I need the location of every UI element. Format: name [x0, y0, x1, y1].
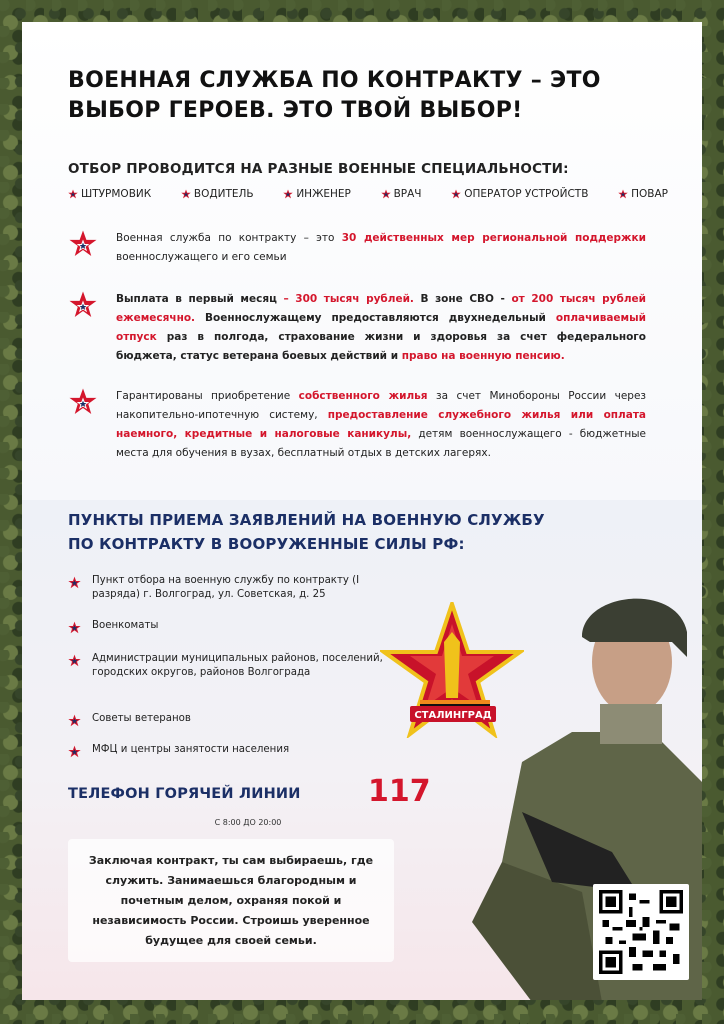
mini-star-icon [68, 654, 81, 667]
headline [68, 66, 668, 126]
mini-star-icon [68, 745, 81, 758]
specialty-item [283, 188, 351, 200]
point-text: Военкоматы [92, 620, 159, 631]
benefit-text: Выплата в первый месяц – 300 тысяч рублей. В зоне СВО - от 200 тысяч рублей ежемесячно. Военнослужащему предоставляются двухнедельный оплачиваемый отпуск раз в полгода, страхование жизни и здоровья за счет федерального бюджета, статус ветерана боевых действий и право на военную пенсию. [116, 293, 647, 362]
mini-star-icon [68, 189, 78, 199]
specialty-label: ПОВАР [631, 188, 668, 200]
point-text: Советы ветеранов [92, 713, 191, 724]
mini-star-icon [68, 714, 81, 727]
specialty-label: ВРАЧ [393, 188, 422, 200]
mini-star-icon [451, 189, 461, 199]
hotline-label: ТЕЛЕФОН ГОРЯЧЕЙ ЛИНИИ [68, 786, 301, 802]
point-text: Пункт отбора на военную службу по контракту (I разряда) г. Волгоград, ул. Советская, д. 25 [92, 575, 360, 600]
mini-star-icon [181, 189, 191, 199]
list-item [68, 574, 388, 602]
point-text: Администрации муниципальных районов, поселений, городских округов, районов Волгограда [92, 653, 383, 678]
mini-star-icon [381, 189, 391, 199]
benefit-block-support [68, 229, 648, 269]
qr-code-image [599, 890, 683, 974]
specialties-title: ОТБОР ПРОВОДИТСЯ НА РАЗНЫЕ ВОЕННЫЕ СПЕЦИАЛЬНОСТИ: [68, 161, 569, 177]
benefit-text: Военная служба по контракту – это 30 действенных мер региональной поддержки военнослужащего и его семьи [116, 232, 646, 263]
army-star-emblem-icon [68, 290, 98, 320]
specialty-label: ОПЕРАТОР УСТРОЙСТВ [464, 188, 589, 200]
specialty-label: ИНЖЕНЕР [296, 188, 351, 200]
specialty-item [68, 188, 151, 200]
specialty-label: ШТУРМОВИК [81, 188, 152, 200]
hotline-hours: С 8:00 ДО 20:00 [214, 818, 282, 827]
specialty-item [381, 188, 422, 200]
army-star-emblem-icon [68, 229, 98, 259]
headline-line-1: ВОЕННАЯ СЛУЖБА ПО КОНТРАКТУ – ЭТО [68, 68, 601, 93]
hotline-number: 117 [368, 774, 431, 809]
point-text: МФЦ и центры занятости населения [92, 744, 290, 755]
specialties-list [68, 188, 668, 200]
poster [22, 22, 702, 1000]
headline-line-2: ВЫБОР ГЕРОЕВ. ЭТО ТВОЙ ВЫБОР! [68, 98, 523, 123]
army-star-emblem-icon [68, 387, 98, 417]
specialty-label: ВОДИТЕЛЬ [193, 188, 254, 200]
qr-code[interactable] [593, 884, 689, 980]
mini-star-icon [68, 576, 81, 589]
mini-star-icon [68, 621, 81, 634]
benefit-text: Гарантированы приобретение собственного жилья за счет Минобороны России через накопительно-ипотечную систему, предоставление служебного жилья или оплата наемного, кредитные и налоговые каникулы, детям военнослужащего - бюджетные места для обучения в вузах, бесплатный отдых в детских лагерях. [116, 390, 646, 459]
list-item [68, 619, 388, 633]
closing-statement: Заключая контракт, ты сам выбираешь, где служить. Занимаешься благородным и почетным делом, охраняя покой и независимость России. Строишь уверенное будущее для своей семьи. [68, 839, 394, 962]
specialty-item [618, 188, 668, 200]
medal-label: СТАЛИНГРАД [414, 710, 492, 721]
hotline [68, 774, 431, 814]
benefit-block-housing [68, 387, 648, 467]
list-item [68, 743, 388, 757]
specialty-item [451, 188, 588, 200]
specialty-item [181, 188, 254, 200]
list-item [68, 712, 388, 726]
mini-star-icon [618, 189, 628, 199]
benefit-block-payments [68, 290, 648, 370]
application-points-title: ПУНКТЫ ПРИЕМА ЗАЯВЛЕНИЙ НА ВОЕННУЮ СЛУЖБУ ПО КОНТРАКТУ В ВООРУЖЕННЫЕ СИЛЫ РФ: [68, 511, 545, 553]
mini-star-icon [283, 189, 293, 199]
list-item [68, 652, 388, 680]
